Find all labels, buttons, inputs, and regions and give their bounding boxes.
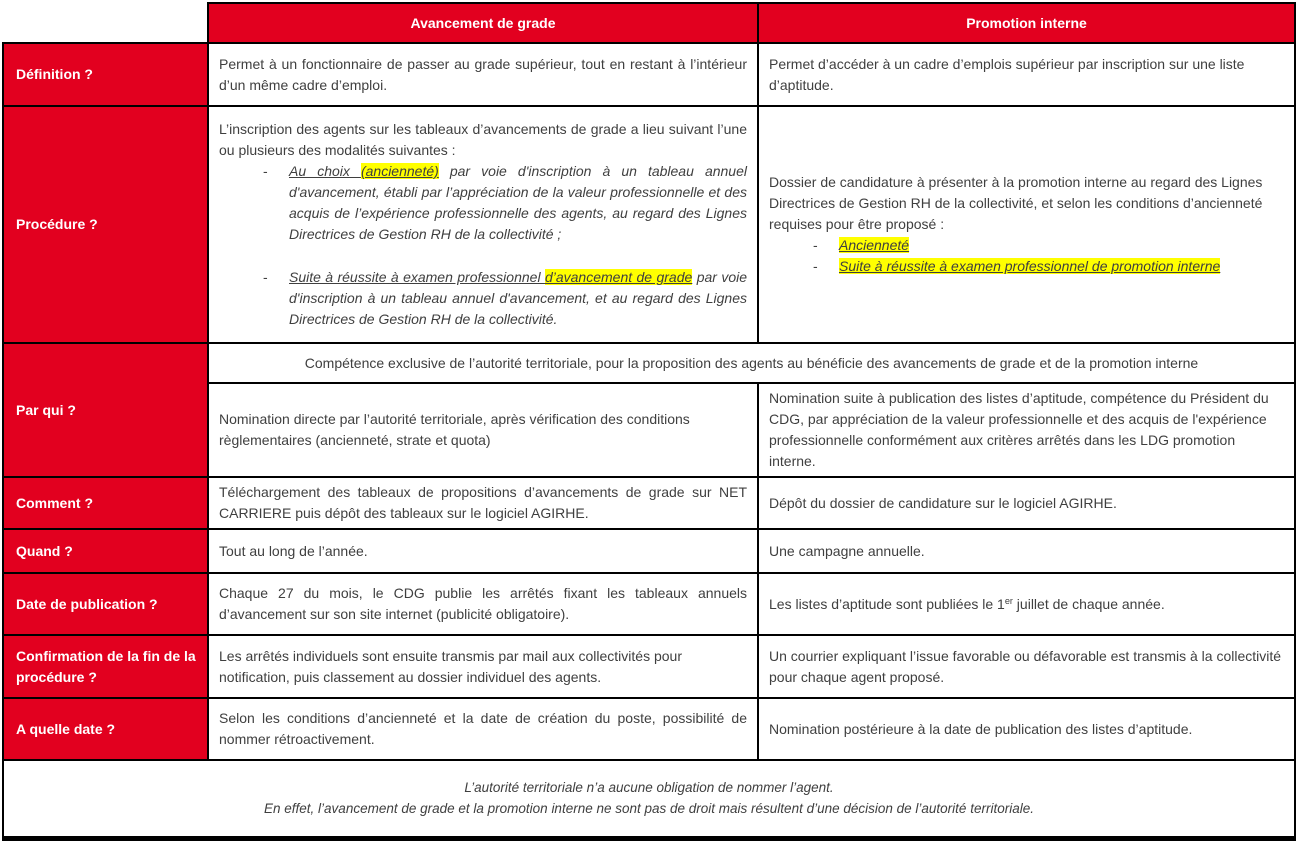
cell-a-quelle-date-promotion: Nomination postérieure à la date de publication des listes d’aptitude. xyxy=(758,698,1295,760)
procedure-avancement-bullet-2 xyxy=(263,267,747,330)
procedure-avancement-bullet-1-text: Au choix (ancienneté) par voie d'inscription à un tableau annuel d'avancement, établi par l’appréciation de la valeur professionnelle et des acquis de l’expérience professionnelle des agents, au regard des Lignes Directrices de Gestion RH de la collectivité ; xyxy=(289,163,747,242)
bullet-dash: - xyxy=(813,258,818,274)
row-label-procedure: Procédure ? xyxy=(3,106,208,343)
row-procedure xyxy=(3,106,1295,343)
cell-quand-promotion: Une campagne annuelle. xyxy=(758,529,1295,573)
cell-par-qui-merged: Compétence exclusive de l’autorité territoriale, pour la proposition des agents au bénéficie des avancements de grade et de la promotion interne xyxy=(208,343,1295,383)
cell-confirmation-promotion: Un courrier expliquant l’issue favorable ou défavorable est transmis à la collectivité pour chaque agent proposé. xyxy=(758,635,1295,698)
footer-note xyxy=(3,760,1295,838)
comparison-table xyxy=(2,2,1296,841)
cell-procedure-avancement xyxy=(208,106,758,343)
bullet-dash: - xyxy=(263,269,268,285)
row-label-definition: Définition ? xyxy=(3,43,208,106)
row-par-qui-merged xyxy=(3,343,1295,383)
row-confirmation xyxy=(3,635,1295,698)
row-label-a-quelle-date: A quelle date ? xyxy=(3,698,208,760)
procedure-promotion-bullet-1-text: Ancienneté xyxy=(839,237,910,253)
procedure-avancement-intro: L’inscription des agents sur les tableaux d’avancements de grade a lieu suivant l’une ou plusieurs des modalités suivantes : xyxy=(219,121,747,158)
cell-definition-promotion: Permet d’accéder à un cadre d’emplois supérieur par inscription sur une liste d’aptitude. xyxy=(758,43,1295,106)
row-quand xyxy=(3,529,1295,573)
cell-definition-avancement: Permet à un fonctionnaire de passer au grade supérieur, tout en restant à l’intérieur d’un même cadre d’emploi. xyxy=(208,43,758,106)
bullet-dash: - xyxy=(263,163,268,179)
cell-comment-promotion: Dépôt du dossier de candidature sur le logiciel AGIRHE. xyxy=(758,477,1295,529)
row-label-confirmation: Confirmation de la fin de la procédure ? xyxy=(3,635,208,698)
cell-par-qui-promotion: Nomination suite à publication des listes d’aptitude, compétence du Président du CDG, par appréciation de la valeur professionnelle et des acquis de l'expérience professionnelle conformément aux critères arrêtés dans les LDG promotion interne. xyxy=(758,383,1295,477)
footer-line-2: En effet, l’avancement de grade et la promotion interne ne sont pas de droit mais résultent d’une décision de l’autorité territoriale. xyxy=(264,800,1034,816)
row-label-par-qui: Par qui ? xyxy=(3,343,208,477)
procedure-avancement-bullet-2-text: Suite à réussite à examen professionnel d’avancement de grade par voie d'inscription à un tableau annuel d'avancement, et au regard des Lignes Directrices de Gestion RH de la collectivité. xyxy=(289,269,747,327)
cell-date-publication-promotion: Les listes d’aptitude sont publiées le 1er juillet de chaque année. xyxy=(758,573,1295,635)
footer-row xyxy=(3,760,1295,838)
header-promotion-interne: Promotion interne xyxy=(758,3,1295,43)
header-avancement-de-grade: Avancement de grade xyxy=(208,3,758,43)
cell-procedure-promotion xyxy=(758,106,1295,343)
header-row xyxy=(3,3,1295,43)
cell-comment-avancement: Téléchargement des tableaux de propositions d’avancements de grade sur NET CARRIERE puis dépôt des tableaux sur le logiciel AGIRHE. xyxy=(208,477,758,529)
procedure-promotion-bullet-1 xyxy=(813,235,1284,256)
cell-par-qui-avancement: Nomination directe par l’autorité territoriale, après vérification des conditions règlementaires (ancienneté, strate et quota) xyxy=(208,383,758,477)
procedure-promotion-intro: Dossier de candidature à présenter à la promotion interne au regard des Lignes Directrices de Gestion RH de la collectivité, et selon les conditions d’ancienneté requises pour être proposé : xyxy=(769,174,1263,232)
cell-quand-avancement: Tout au long de l’année. xyxy=(208,529,758,573)
row-comment xyxy=(3,477,1295,529)
row-date-publication xyxy=(3,573,1295,635)
corner-cell xyxy=(3,3,208,43)
row-definition xyxy=(3,43,1295,106)
row-a-quelle-date xyxy=(3,698,1295,760)
procedure-avancement-bullet-1 xyxy=(263,161,747,245)
procedure-avancement-bullet-list xyxy=(219,161,747,330)
procedure-promotion-bullet-2-text: Suite à réussite à examen professionnel de promotion interne xyxy=(839,258,1221,274)
procedure-promotion-bullet-list xyxy=(769,235,1284,277)
cell-date-publication-avancement: Chaque 27 du mois, le CDG publie les arrêtés fixant les tableaux annuels d’avancement sur son site internet (publicité obligatoire). xyxy=(208,573,758,635)
footer-line-1: L’autorité territoriale n’a aucune obligation de nommer l’agent. xyxy=(464,779,834,795)
cell-a-quelle-date-avancement: Selon les conditions d’ancienneté et la date de création du poste, possibilité de nommer rétroactivement. xyxy=(208,698,758,760)
row-label-date-publication: Date de publication ? xyxy=(3,573,208,635)
procedure-promotion-bullet-2 xyxy=(813,256,1284,277)
bullet-dash: - xyxy=(813,237,818,253)
cell-confirmation-avancement: Les arrêtés individuels sont ensuite transmis par mail aux collectivités pour notification, puis classement au dossier individuel des agents. xyxy=(208,635,758,698)
row-label-comment: Comment ? xyxy=(3,477,208,529)
row-label-quand: Quand ? xyxy=(3,529,208,573)
